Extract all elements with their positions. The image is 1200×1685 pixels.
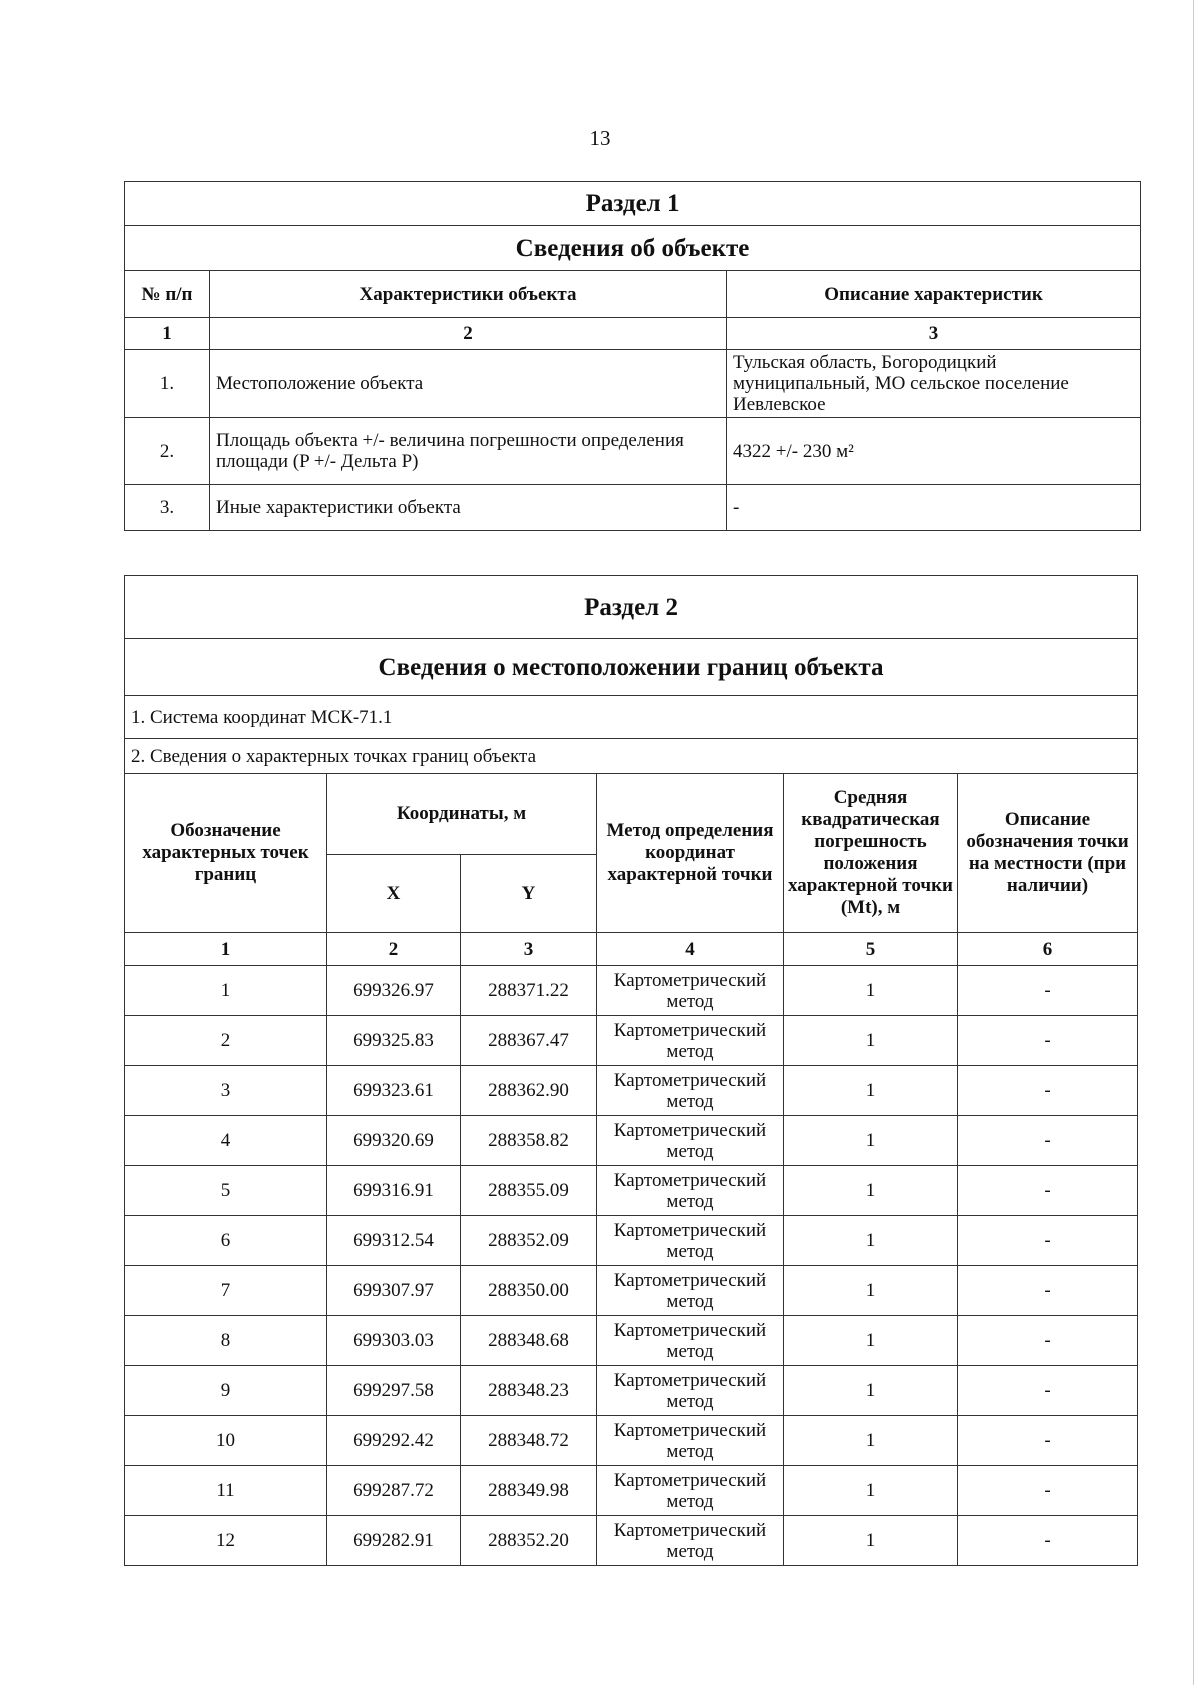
coord-x: 699326.97 [327, 966, 461, 1016]
point-id: 8 [125, 1316, 327, 1366]
point-id: 6 [125, 1216, 327, 1266]
coord-y: 288355.09 [461, 1166, 597, 1216]
section1-table [124, 181, 1141, 531]
method: Картометрический метод [597, 966, 784, 1016]
header-characteristic: Характеристики объекта [210, 271, 727, 318]
coord-x: 699292.42 [327, 1416, 461, 1466]
point-description: - [958, 966, 1138, 1016]
mt-error: 1 [784, 1216, 958, 1266]
row-num: 3. [125, 485, 210, 531]
point-description: - [958, 1016, 1138, 1066]
row-num: 1. [125, 350, 210, 418]
coord-x: 699282.91 [327, 1516, 461, 1566]
coord-y: 288348.72 [461, 1416, 597, 1466]
header-point: Обозначение характерных точек границ [125, 774, 327, 933]
point-id: 2 [125, 1016, 327, 1066]
point-description: - [958, 1066, 1138, 1116]
point-id: 7 [125, 1266, 327, 1316]
col-number: 4 [597, 933, 784, 966]
point-description: - [958, 1416, 1138, 1466]
method: Картометрический метод [597, 1216, 784, 1266]
coord-x: 699316.91 [327, 1166, 461, 1216]
col-number: 3 [727, 318, 1141, 350]
section2-table [124, 575, 1138, 1566]
coord-y: 288352.20 [461, 1516, 597, 1566]
coord-y: 288349.98 [461, 1466, 597, 1516]
mt-error: 1 [784, 1366, 958, 1416]
point-id: 12 [125, 1516, 327, 1566]
table-row [125, 1216, 1138, 1266]
coord-y: 288367.47 [461, 1016, 597, 1066]
section1-title: Раздел 1 [125, 182, 1141, 226]
header-y: Y [461, 855, 597, 933]
point-id: 5 [125, 1166, 327, 1216]
table-row [125, 418, 1141, 485]
method: Картометрический метод [597, 1016, 784, 1066]
row-name: Местоположение объекта [210, 350, 727, 418]
point-id: 1 [125, 966, 327, 1016]
col-number: 1 [125, 933, 327, 966]
point-description: - [958, 1466, 1138, 1516]
table-row [125, 966, 1138, 1016]
coord-y: 288362.90 [461, 1066, 597, 1116]
point-id: 4 [125, 1116, 327, 1166]
col-number: 1 [125, 318, 210, 350]
method: Картометрический метод [597, 1116, 784, 1166]
coord-x: 699303.03 [327, 1316, 461, 1366]
method: Картометрический метод [597, 1066, 784, 1116]
row-name: Площадь объекта +/- величина погрешности определения площади (P +/- Дельта P) [210, 418, 727, 485]
header-num: № п/п [125, 271, 210, 318]
table-row [125, 1116, 1138, 1166]
table-row [125, 1466, 1138, 1516]
coord-x: 699325.83 [327, 1016, 461, 1066]
table-row [125, 1166, 1138, 1216]
coord-y: 288371.22 [461, 966, 597, 1016]
point-description: - [958, 1166, 1138, 1216]
section2-subtitle: Сведения о местоположении границ объекта [125, 639, 1138, 696]
coord-y: 288350.00 [461, 1266, 597, 1316]
coord-y: 288348.23 [461, 1366, 597, 1416]
mt-error: 1 [784, 1266, 958, 1316]
col-number: 6 [958, 933, 1138, 966]
coord-y: 288348.68 [461, 1316, 597, 1366]
method: Картометрический метод [597, 1316, 784, 1366]
table-row [125, 1066, 1138, 1116]
coord-x: 699307.97 [327, 1266, 461, 1316]
table-row [125, 485, 1141, 531]
method: Картометрический метод [597, 1516, 784, 1566]
header-method: Метод определения координат характерной точки [597, 774, 784, 933]
mt-error: 1 [784, 1416, 958, 1466]
header-description: Описание обозначения точки на местности (при наличии) [958, 774, 1138, 933]
mt-error: 1 [784, 1466, 958, 1516]
coord-x: 699287.72 [327, 1466, 461, 1516]
mt-error: 1 [784, 1066, 958, 1116]
table-row [125, 1016, 1138, 1066]
point-id: 9 [125, 1366, 327, 1416]
row-num: 2. [125, 418, 210, 485]
col-number: 2 [210, 318, 727, 350]
point-id: 11 [125, 1466, 327, 1516]
points-caption: 2. Сведения о характерных точках границ объекта [125, 739, 1138, 774]
mt-error: 1 [784, 966, 958, 1016]
row-value: - [727, 485, 1141, 531]
scan-edge [1193, 0, 1194, 1685]
row-value: Тульская область, Богородицкий муниципальный, МО сельское поселение Иевлевское [727, 350, 1141, 418]
method: Картометрический метод [597, 1166, 784, 1216]
section1-subtitle: Сведения об объекте [125, 226, 1141, 271]
coord-x: 699320.69 [327, 1116, 461, 1166]
point-description: - [958, 1116, 1138, 1166]
mt-error: 1 [784, 1166, 958, 1216]
header-description: Описание характеристик [727, 271, 1141, 318]
table-row [125, 1416, 1138, 1466]
page-number: 13 [589, 126, 611, 150]
method: Картометрический метод [597, 1416, 784, 1466]
point-description: - [958, 1266, 1138, 1316]
point-description: - [958, 1516, 1138, 1566]
method: Картометрический метод [597, 1266, 784, 1316]
coord-y: 288352.09 [461, 1216, 597, 1266]
mt-error: 1 [784, 1316, 958, 1366]
method: Картометрический метод [597, 1366, 784, 1416]
mt-error: 1 [784, 1516, 958, 1566]
row-name: Иные характеристики объекта [210, 485, 727, 531]
point-description: - [958, 1366, 1138, 1416]
section2-title: Раздел 2 [125, 576, 1138, 639]
col-number: 3 [461, 933, 597, 966]
table-row [125, 1366, 1138, 1416]
coord-y: 288358.82 [461, 1116, 597, 1166]
col-number: 2 [327, 933, 461, 966]
mt-error: 1 [784, 1116, 958, 1166]
row-value: 4322 +/- 230 м² [727, 418, 1141, 485]
mt-error: 1 [784, 1016, 958, 1066]
header-coords: Координаты, м [327, 774, 597, 855]
header-x: X [327, 855, 461, 933]
col-number: 5 [784, 933, 958, 966]
coord-x: 699312.54 [327, 1216, 461, 1266]
coord-x: 699323.61 [327, 1066, 461, 1116]
point-description: - [958, 1316, 1138, 1366]
table-row [125, 1316, 1138, 1366]
table-row [125, 350, 1141, 418]
header-error: Средняя квадратическая погрешность положения характерной точки (Mt), м [784, 774, 958, 933]
table-row [125, 1516, 1138, 1566]
coord-x: 699297.58 [327, 1366, 461, 1416]
point-id: 10 [125, 1416, 327, 1466]
method: Картометрический метод [597, 1466, 784, 1516]
coord-system: 1. Система координат МСК-71.1 [125, 696, 1138, 739]
point-description: - [958, 1216, 1138, 1266]
point-id: 3 [125, 1066, 327, 1116]
table-row [125, 1266, 1138, 1316]
